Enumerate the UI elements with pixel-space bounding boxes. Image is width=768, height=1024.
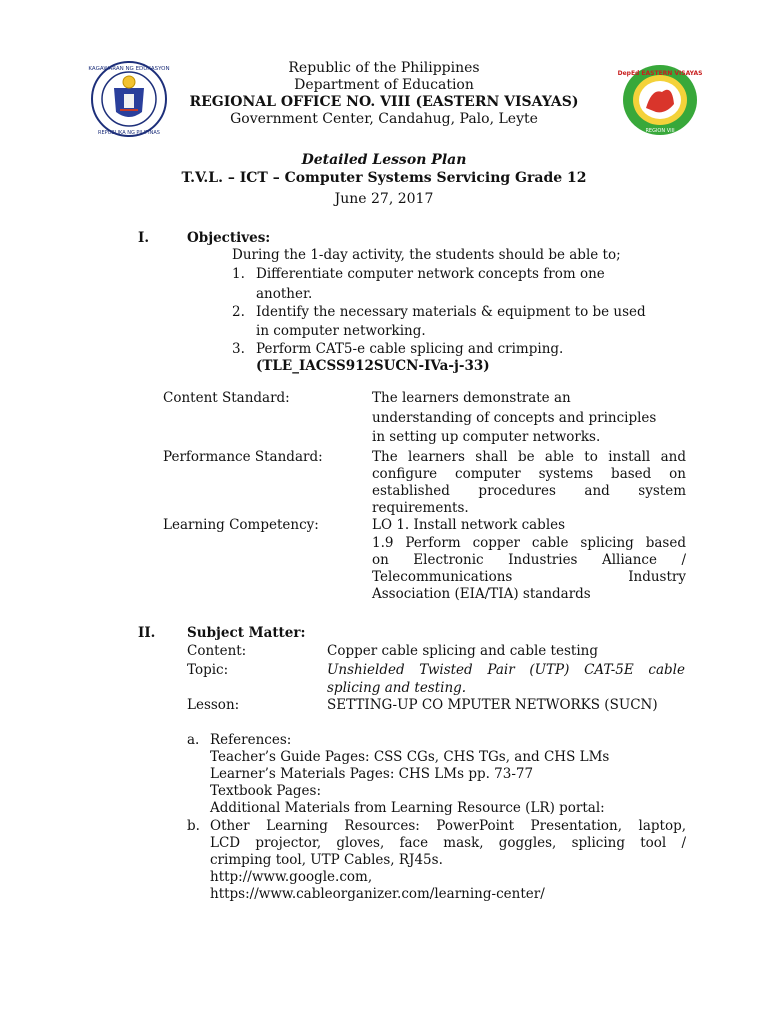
competency-code: (TLE_IACSS912SUCN-IVa-j-33): [256, 358, 490, 374]
performance-standard-line-3: established procedures and system: [372, 483, 686, 499]
content-standard-line-2: understanding of concepts and principles: [372, 410, 657, 426]
references-textbook: Textbook Pages:: [210, 783, 321, 799]
plan-date: June 27, 2017: [334, 191, 434, 207]
svg-text:REPUBLIKA NG PILIPINAS: REPUBLIKA NG PILIPINAS: [98, 130, 160, 136]
header-department: Department of Education: [294, 77, 474, 93]
svg-text:REGION VIII: REGION VIII: [645, 128, 675, 134]
references-a-label: a.: [187, 732, 200, 748]
plan-subject: T.V.L. – ICT – Computer Systems Servicing Grade 12: [181, 170, 587, 186]
objective-3-number: 3.: [232, 341, 245, 357]
performance-standard-label: Performance Standard:: [163, 449, 323, 465]
subject-lesson-value: SETTING-UP CO MPUTER NETWORKS (SUCN): [327, 697, 658, 713]
references-learners-materials: Learner’s Materials Pages: CHS LMs pp. 73-77: [210, 766, 534, 782]
objective-2-text-cont: in computer networking.: [256, 323, 426, 339]
section-numeral-ii: II.: [138, 625, 156, 641]
other-resources-line-1: Other Learning Resources: PowerPoint Presentation, laptop,: [210, 818, 686, 834]
header-address: Government Center, Candahug, Palo, Leyte: [230, 111, 538, 127]
subject-content-value: Copper cable splicing and cable testing: [327, 643, 598, 659]
section-numeral-i: I.: [138, 230, 150, 246]
header-republic: Republic of the Philippines: [288, 60, 480, 76]
learning-competency-line-3: on Electronic Industries Alliance /: [372, 552, 686, 568]
objective-3-text: Perform CAT5-e cable splicing and crimping.: [256, 341, 564, 357]
performance-standard-line-4: requirements.: [372, 500, 469, 516]
references-title: References:: [210, 732, 292, 748]
resource-link-cableorganizer-anchor[interactable]: https://www.cableorganizer.com/learning-center/: [210, 886, 545, 902]
content-standard-label: Content Standard:: [163, 390, 290, 406]
objective-1-text: Differentiate computer network concepts from one: [256, 266, 605, 282]
learning-competency-line-4: Telecommunications Industry: [372, 569, 686, 585]
performance-standard-line-1: The learners shall be able to install and: [372, 449, 686, 465]
header-regional-office: REGIONAL OFFICE NO. VIII (EASTERN VISAYAS): [189, 94, 579, 110]
resource-link-google-anchor[interactable]: http://www.google.com,: [210, 869, 373, 885]
other-resources-line-3: crimping tool, UTP Cables, RJ45s.: [210, 852, 443, 868]
objective-2-text: Identify the necessary materials & equipment to be used: [256, 304, 646, 320]
subject-matter-heading: Subject Matter:: [187, 625, 306, 641]
performance-standard-line-2: configure computer systems based on: [372, 466, 686, 482]
objectives-heading: Objectives:: [187, 230, 271, 246]
learning-competency-line-2: 1.9 Perform copper cable splicing based: [372, 535, 686, 551]
content-standard-line-1: The learners demonstrate an: [372, 390, 571, 406]
resource-link-google[interactable]: [210, 869, 372, 886]
resource-link-cableorganizer[interactable]: [210, 886, 545, 903]
subject-lesson-label: Lesson:: [187, 697, 240, 713]
learning-competency-line-1: LO 1. Install network cables: [372, 517, 566, 533]
learning-competency-label: Learning Competency:: [163, 517, 319, 533]
plan-title: Detailed Lesson Plan: [301, 152, 467, 168]
references-additional-materials: Additional Materials from Learning Resource (LR) portal:: [210, 800, 605, 816]
other-resources-line-2: LCD projector, gloves, face mask, goggles, splicing tool /: [210, 835, 686, 851]
subject-topic-line-2: splicing and testing.: [327, 680, 467, 696]
subject-topic-line-1: Unshielded Twisted Pair (UTP) CAT-5E cable: [327, 662, 685, 678]
subject-content-label: Content:: [187, 643, 247, 659]
objective-1-number: 1.: [232, 266, 245, 282]
subject-topic-label: Topic:: [187, 662, 229, 678]
learning-competency-line-5: Association (EIA/TIA) standards: [372, 586, 591, 602]
objective-2-number: 2.: [232, 304, 245, 320]
svg-text:KAGAWARAN NG EDUKASYON: KAGAWARAN NG EDUKASYON: [88, 66, 170, 72]
objectives-intro: During the 1-day activity, the students should be able to;: [232, 247, 621, 263]
references-teachers-guide: Teacher’s Guide Pages: CSS CGs, CHS TGs, and CHS LMs: [210, 749, 610, 765]
objective-1-text-cont: another.: [256, 286, 313, 302]
references-b-label: b.: [187, 818, 200, 834]
svg-text:DepEd EASTERN VISAYAS: DepEd EASTERN VISAYAS: [617, 70, 703, 77]
content-standard-line-3: in setting up computer networks.: [372, 429, 601, 445]
